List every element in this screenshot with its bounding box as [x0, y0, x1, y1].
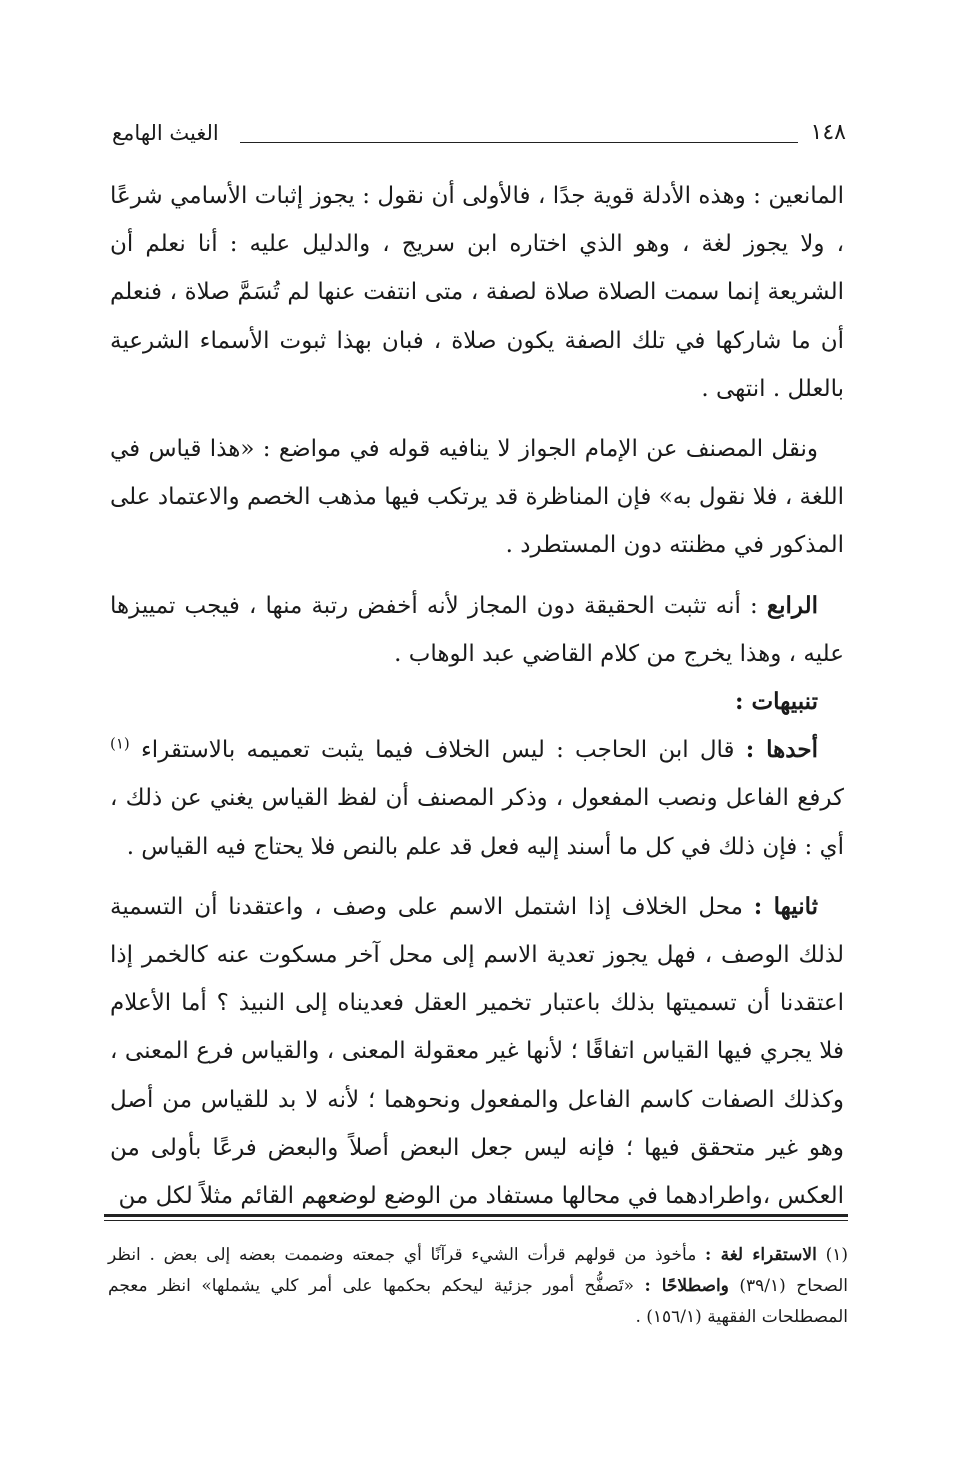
footnote-separator — [104, 1214, 848, 1221]
footnote-1 — [108, 1240, 848, 1333]
header-rule — [240, 142, 798, 143]
main-text — [110, 172, 844, 1220]
paragraph-2: ونقل المصنف عن الإمام الجواز لا ينافيه قوله في مواضع : «هذا قياس في اللغة ، فلا نقول به» فإن المناظرة قد يرتكب فيها مذهب الخصم والاعتماد على المذكور في مظنته دون المستطرد . — [110, 436, 844, 559]
paragraph-4-text: قال ابن الحاجب : ليس الخلاف فيما يثبت تعميمه بالاستقراء — [129, 737, 746, 764]
paragraph-5-text: محل الخلاف إذا اشتمل الاسم على وصف ، واعتقدنا أن التسمية لذلك الوصف ، فهل يجوز تعدية الاسم إلى محل آخر مسكوت عنه كالخمر إذا اعتقدنا أن تسميتها بذلك باعتبار تخمير العقل فعديناه إلى النبيذ ؟ أما الأعلام فلا يجري فيها القياس اتفاقًا ؛ لأنها غير معقولة المعنى ، والقياس فرع المعنى ، وكذلك الصفات كاسم الفاعل والمفعول ونحوهما ؛ لأنه لا بد للقياس من أصل وهو غير متحقق فيها ؛ فإنه ليس جعل البعض أصلاً والبعض فرعًا بأولى من العكس ،واطرادهما في محالها مستفاد من الوضع لوضعهم القائم مثلاً لكل من — [110, 893, 844, 1210]
footnotes — [108, 1240, 848, 1333]
page-number: ١٤٨ — [810, 120, 846, 145]
running-title: الغيث الهامع — [112, 121, 219, 145]
paragraph-3-text: : أنه تثبت الحقيقة دون المجاز لأنه أخفض رتبة منها ، فيجب تمييزها عليه ، وهذا يخرج من كلام القاضي عبد الوهاب . — [110, 592, 844, 667]
section-heading-tanbihat: تنبيهات : — [735, 688, 818, 716]
footnote-term-2: واصطلاحًا : — [644, 1276, 729, 1296]
footnote-rule-thin — [104, 1220, 848, 1221]
paragraph-4-text-continued: كرفع الفاعل ونصب المفعول ، وذكر المصنف أن لفظ القياس يغني عن ذلك ، أي : فإن ذلك في كل ما أسند إليه فعل قد علم بالنص فلا يحتاج فيه القياس . — [110, 785, 844, 860]
paragraph-5 — [110, 883, 844, 1220]
paragraph-3-lead: الرابع — [766, 591, 818, 619]
paragraph-4-lead: أحدها : — [745, 736, 818, 764]
footnote-term-1: الاستقراء لغة : — [705, 1245, 817, 1265]
footnote-number: (١) — [825, 1245, 848, 1265]
paragraph-4 — [110, 726, 844, 871]
paragraph-1: المانعين : وهذه الأدلة قوية جدًا ، فالأولى أن نقول : يجوز إثبات الأسامي شرعًا ، ولا يجوز لغة ، وهو الذي اختاره ابن سريج ، والدليل عليه : أنا نعلم أن الشريعة إنما سمت الصلاة صلاة لصفة ، متى انتفت عنها لم تُسَمَّ صلاة ، فنعلم أن ما شاركها في تلك الصفة يكون صلاة ، فبان بهذا ثبوت الأسماء الشرعية بالعلل . انتهى . — [110, 183, 844, 402]
paragraph-5-lead: ثانيها : — [753, 892, 819, 920]
footnote-reference[interactable]: (١) — [110, 734, 130, 753]
footnote-text-1: مأخوذ من قولهم قرأت الشيء قرآنًا أي جمعته وضممت بعضه إلى بعض . انظر الصحاح (٣٩/١) — [108, 1245, 849, 1296]
footnote-rule-thick — [104, 1214, 848, 1217]
footnote-text-2: «تَصفُّح أمور جزئية ليحكم بحكمها على أمر كلي يشملها» انظر معجم المصطلحات الفقهية (١٥٦/١) . — [108, 1276, 848, 1327]
paragraph-3 — [110, 582, 844, 678]
page-header — [112, 118, 846, 152]
